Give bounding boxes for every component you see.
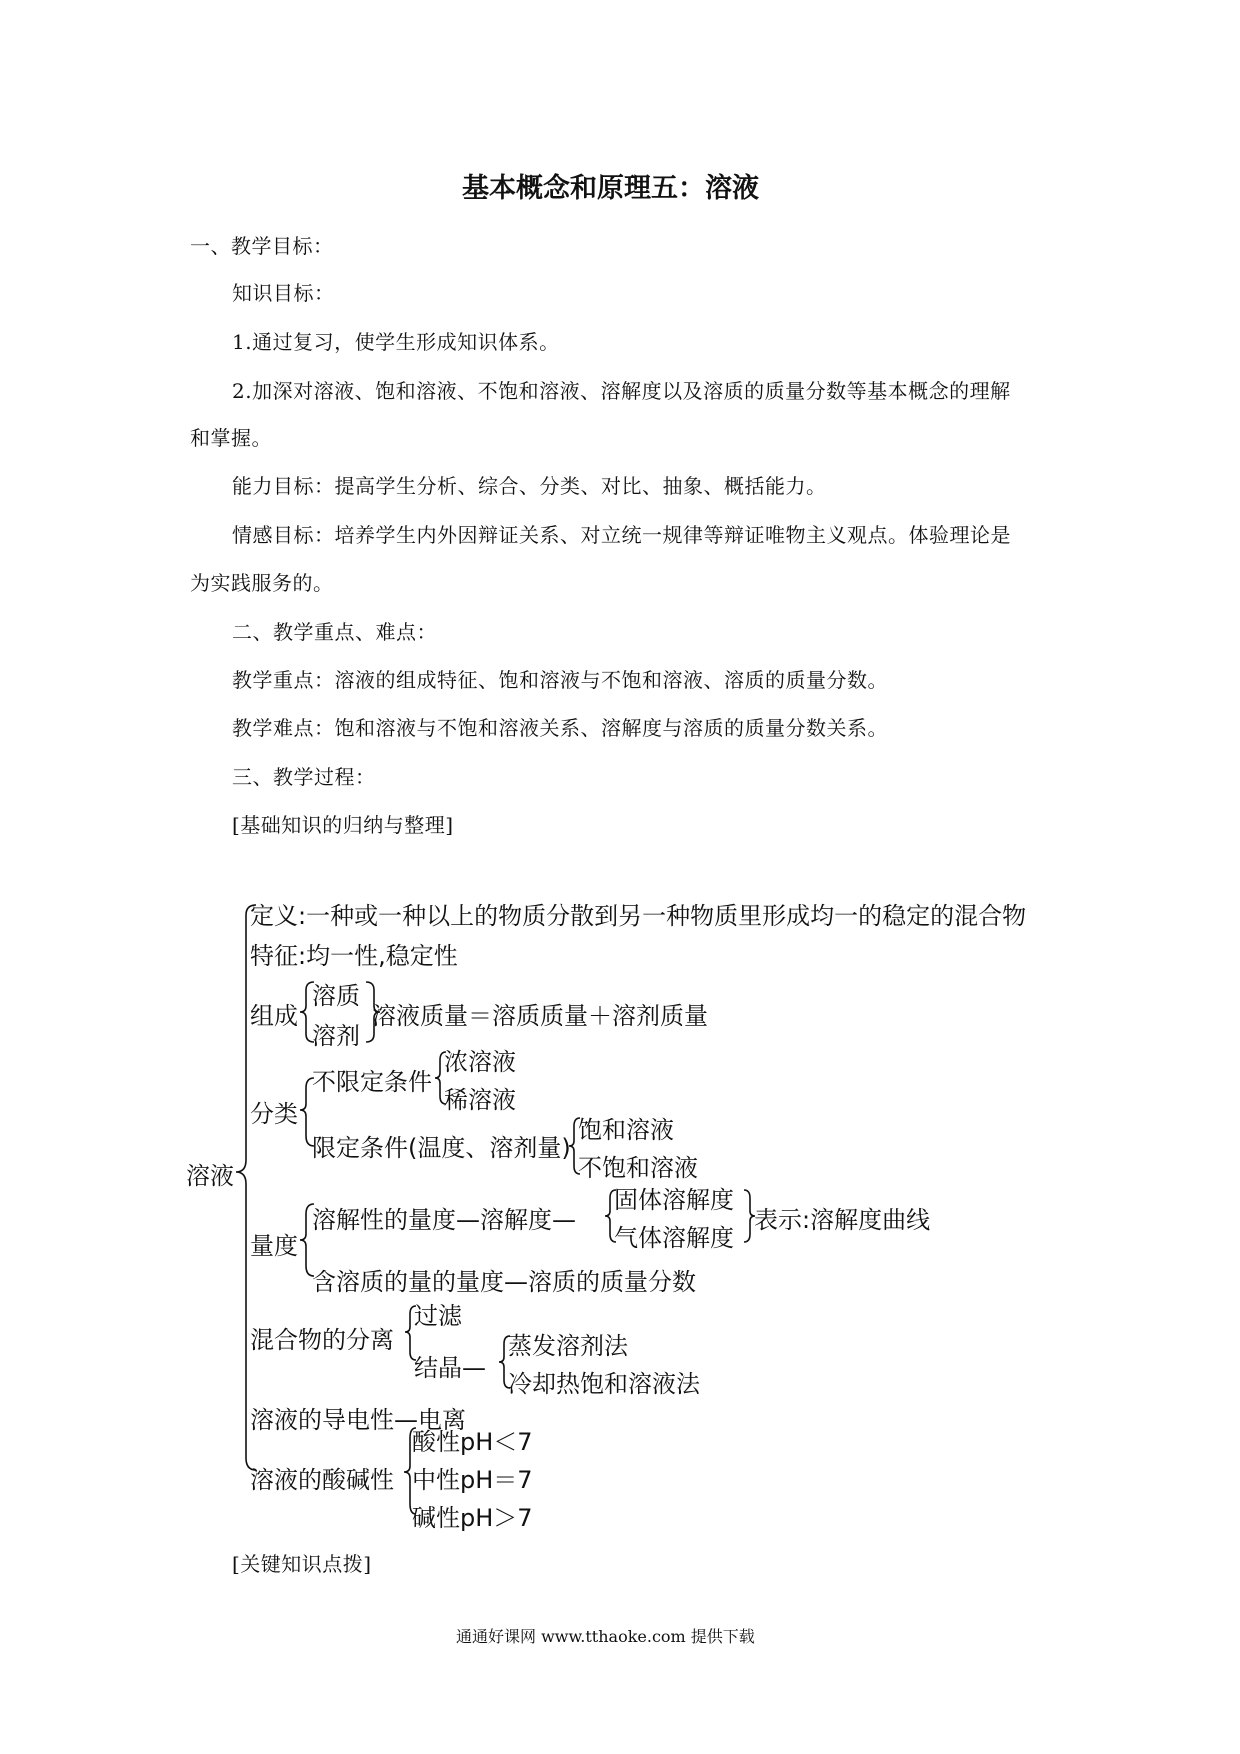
map-solubility-curve: 表示:溶解度曲线 (754, 1206, 931, 1234)
section-heading-key-points: 二、教学重点、难点： (232, 620, 437, 644)
map-solid-solubility: 固体溶解度 (614, 1186, 734, 1214)
affective-goals-line2: 为实践服务的。 (190, 571, 334, 595)
difficult-points: 教学难点：饱和溶液与不饱和溶液关系、溶解度与溶质的质量分数关系。 (232, 716, 888, 740)
map-concentrated: 浓溶液 (444, 1048, 516, 1076)
map-features: 特征:均一性,稳定性 (250, 942, 458, 970)
goal-item-2-line2: 和掌握。 (190, 426, 272, 450)
map-saturated: 饱和溶液 (578, 1116, 674, 1144)
map-crystallization: 结晶— (414, 1354, 486, 1382)
basic-knowledge-heading: [基础知识的归纳与整理] (232, 813, 454, 837)
map-neutral: 中性pH＝7 (412, 1466, 533, 1494)
section-heading-goals: 一、教学目标： (190, 234, 334, 258)
map-definition: 定义:一种或一种以上的物质分散到另一种物质里形成均一的稳定的混合物 (250, 902, 1027, 930)
map-conductivity: 溶液的导电性—电离 (250, 1406, 466, 1434)
map-evaporation: 蒸发溶剂法 (508, 1332, 628, 1360)
map-acidity: 溶液的酸碱性 (250, 1466, 394, 1494)
key-points: 教学重点：溶液的组成特征、饱和溶液与不饱和溶液、溶质的质量分数。 (232, 668, 888, 692)
map-mass-fraction: 含溶质的量的量度—溶质的质量分数 (312, 1268, 696, 1296)
section-heading-process: 三、教学过程： (232, 765, 376, 789)
map-basic: 碱性pH＞7 (412, 1504, 533, 1532)
map-composition: 组成 (250, 1002, 298, 1030)
map-mass-equation: 溶液质量＝溶质质量＋溶剂质量 (372, 1002, 708, 1030)
map-dilute: 稀溶液 (444, 1086, 516, 1114)
map-unrestricted: 不限定条件 (312, 1068, 432, 1096)
map-classification: 分类 (250, 1100, 298, 1128)
map-acidic: 酸性pH＜7 (412, 1428, 533, 1456)
map-solubility-measure: 溶解性的量度—溶解度— (312, 1206, 576, 1234)
map-gas-solubility: 气体溶解度 (614, 1224, 734, 1252)
knowledge-goals-label: 知识目标： (232, 281, 335, 305)
affective-goals-line1: 情感目标：培养学生内外因辩证关系、对立统一规律等辩证唯物主义观点。体验理论是 (232, 523, 1011, 547)
ability-goals: 能力目标：提高学生分析、综合、分类、对比、抽象、概括能力。 (232, 474, 827, 498)
map-cooling: 冷却热饱和溶液法 (508, 1370, 700, 1398)
map-solvent: 溶剂 (312, 1022, 360, 1050)
map-restricted: 限定条件(温度、溶剂量) (312, 1134, 571, 1162)
page-footer: 通通好课网 www.tthaoke.com 提供下载 (456, 1627, 755, 1646)
brace-main (236, 905, 256, 1470)
goal-item-1: 1.通过复习，使学生形成知识体系。 (232, 330, 560, 354)
map-filtration: 过滤 (414, 1302, 462, 1330)
key-knowledge-heading: [关键知识点拨] (232, 1552, 372, 1576)
map-solute: 溶质 (312, 982, 360, 1010)
map-root: 溶液 (186, 1162, 234, 1190)
map-separation: 混合物的分离 (250, 1326, 394, 1354)
map-unsaturated: 不饱和溶液 (578, 1154, 698, 1182)
map-measure: 量度 (250, 1232, 298, 1260)
goal-item-2-line1: 2.加深对溶液、饱和溶液、不饱和溶液、溶解度以及溶质的质量分数等基本概念的理解 (232, 379, 1011, 403)
page-title: 基本概念和原理五：溶液 (462, 173, 759, 204)
